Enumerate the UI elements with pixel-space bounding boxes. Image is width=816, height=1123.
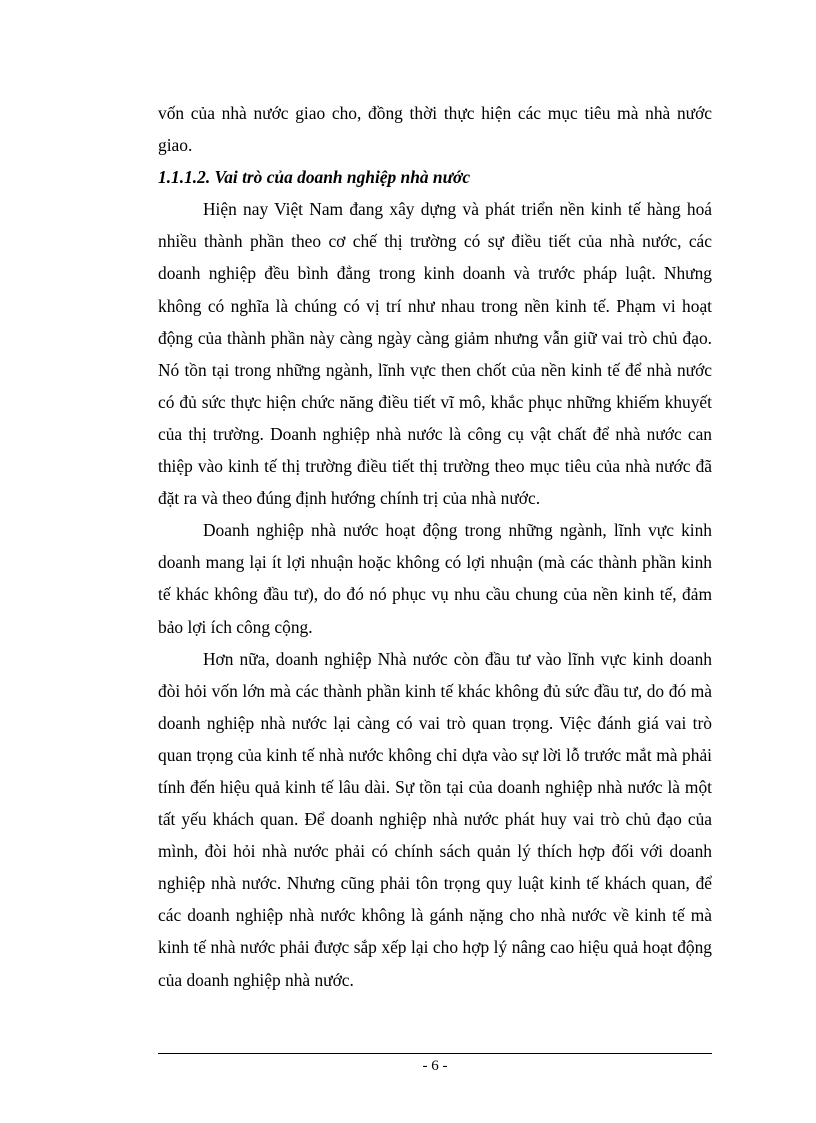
document-body bbox=[158, 97, 712, 996]
section-heading: 1.1.1.2. Vai trò của doanh nghiệp nhà nước bbox=[158, 167, 471, 188]
paragraph-3: Hơn nữa, doanh nghiệp Nhà nước còn đầu tư vào lĩnh vực kinh doanh đòi hỏi vốn lớn mà các thành phần kinh tế khác không đủ sức đầu tư, do đó mà doanh nghiệp nhà nước lại càng có vai trò quan trọng. Việc đánh giá vai trò quan trọng của kinh tế nhà nước không chỉ dựa vào sự lời lỗ trước mắt mà phải tính đến hiệu quả kinh tế lâu dài. Sự tồn tại của doanh nghiệp nhà nước là một tất yếu khách quan. Để doanh nghiệp nhà nước phát huy vai trò chủ đạo của mình, đòi hỏi nhà nước phải có chính sách quản lý thích hợp đối với doanh nghiệp nhà nước. Nhưng cũng phải tôn trọng quy luật kinh tế khách quan, để các doanh nghiệp nhà nước không là gánh nặng cho nhà nước về kinh tế mà kinh tế nhà nước phải được sắp xếp lại cho hợp lý nâng cao hiệu quả hoạt động của doanh nghiệp nhà nước. bbox=[158, 648, 712, 990]
footer-divider bbox=[158, 1053, 712, 1054]
paragraph-2: Doanh nghiệp nhà nước hoạt động trong những ngành, lĩnh vực kinh doanh mang lại ít lợi nhuận hoặc không có lợi nhuận (mà các thành phần kinh tế khác không đầu tư), do đó nó phục vụ nhu cầu chung của nền kinh tế, đảm bảo lợi ích công cộng. bbox=[158, 520, 712, 637]
continuation-paragraph: vốn của nhà nước giao cho, đồng thời thực hiện các mục tiêu mà nhà nước giao. bbox=[158, 103, 712, 156]
page-number: - 6 - bbox=[422, 1058, 448, 1074]
paragraph-1: Hiện nay Việt Nam đang xây dựng và phát triển nền kinh tế hàng hoá nhiều thành phần theo cơ chế thị trường có sự điều tiết của nhà nước, các doanh nghiệp đều bình đẳng trong kinh doanh và trước pháp luật. Nhưng không có nghĩa là chúng có vị trí như nhau trong nền kinh tế. Phạm vi hoạt động của thành phần này càng ngày càng giảm nhưng vẫn giữ vai trò chủ đạo. Nó tồn tại trong những ngành, lĩnh vực then chốt của nền kinh tế để nhà nước có đủ sức thực hiện chức năng điều tiết vĩ mô, khắc phục những khiếm khuyết của thị trường. Doanh nghiệp nhà nước là công cụ vật chất để nhà nước can thiệp vào kinh tế thị trường điều tiết thị trường theo mục tiêu của nhà nước đã đặt ra và theo đúng định hướng chính trị của nhà nước. bbox=[158, 199, 712, 509]
